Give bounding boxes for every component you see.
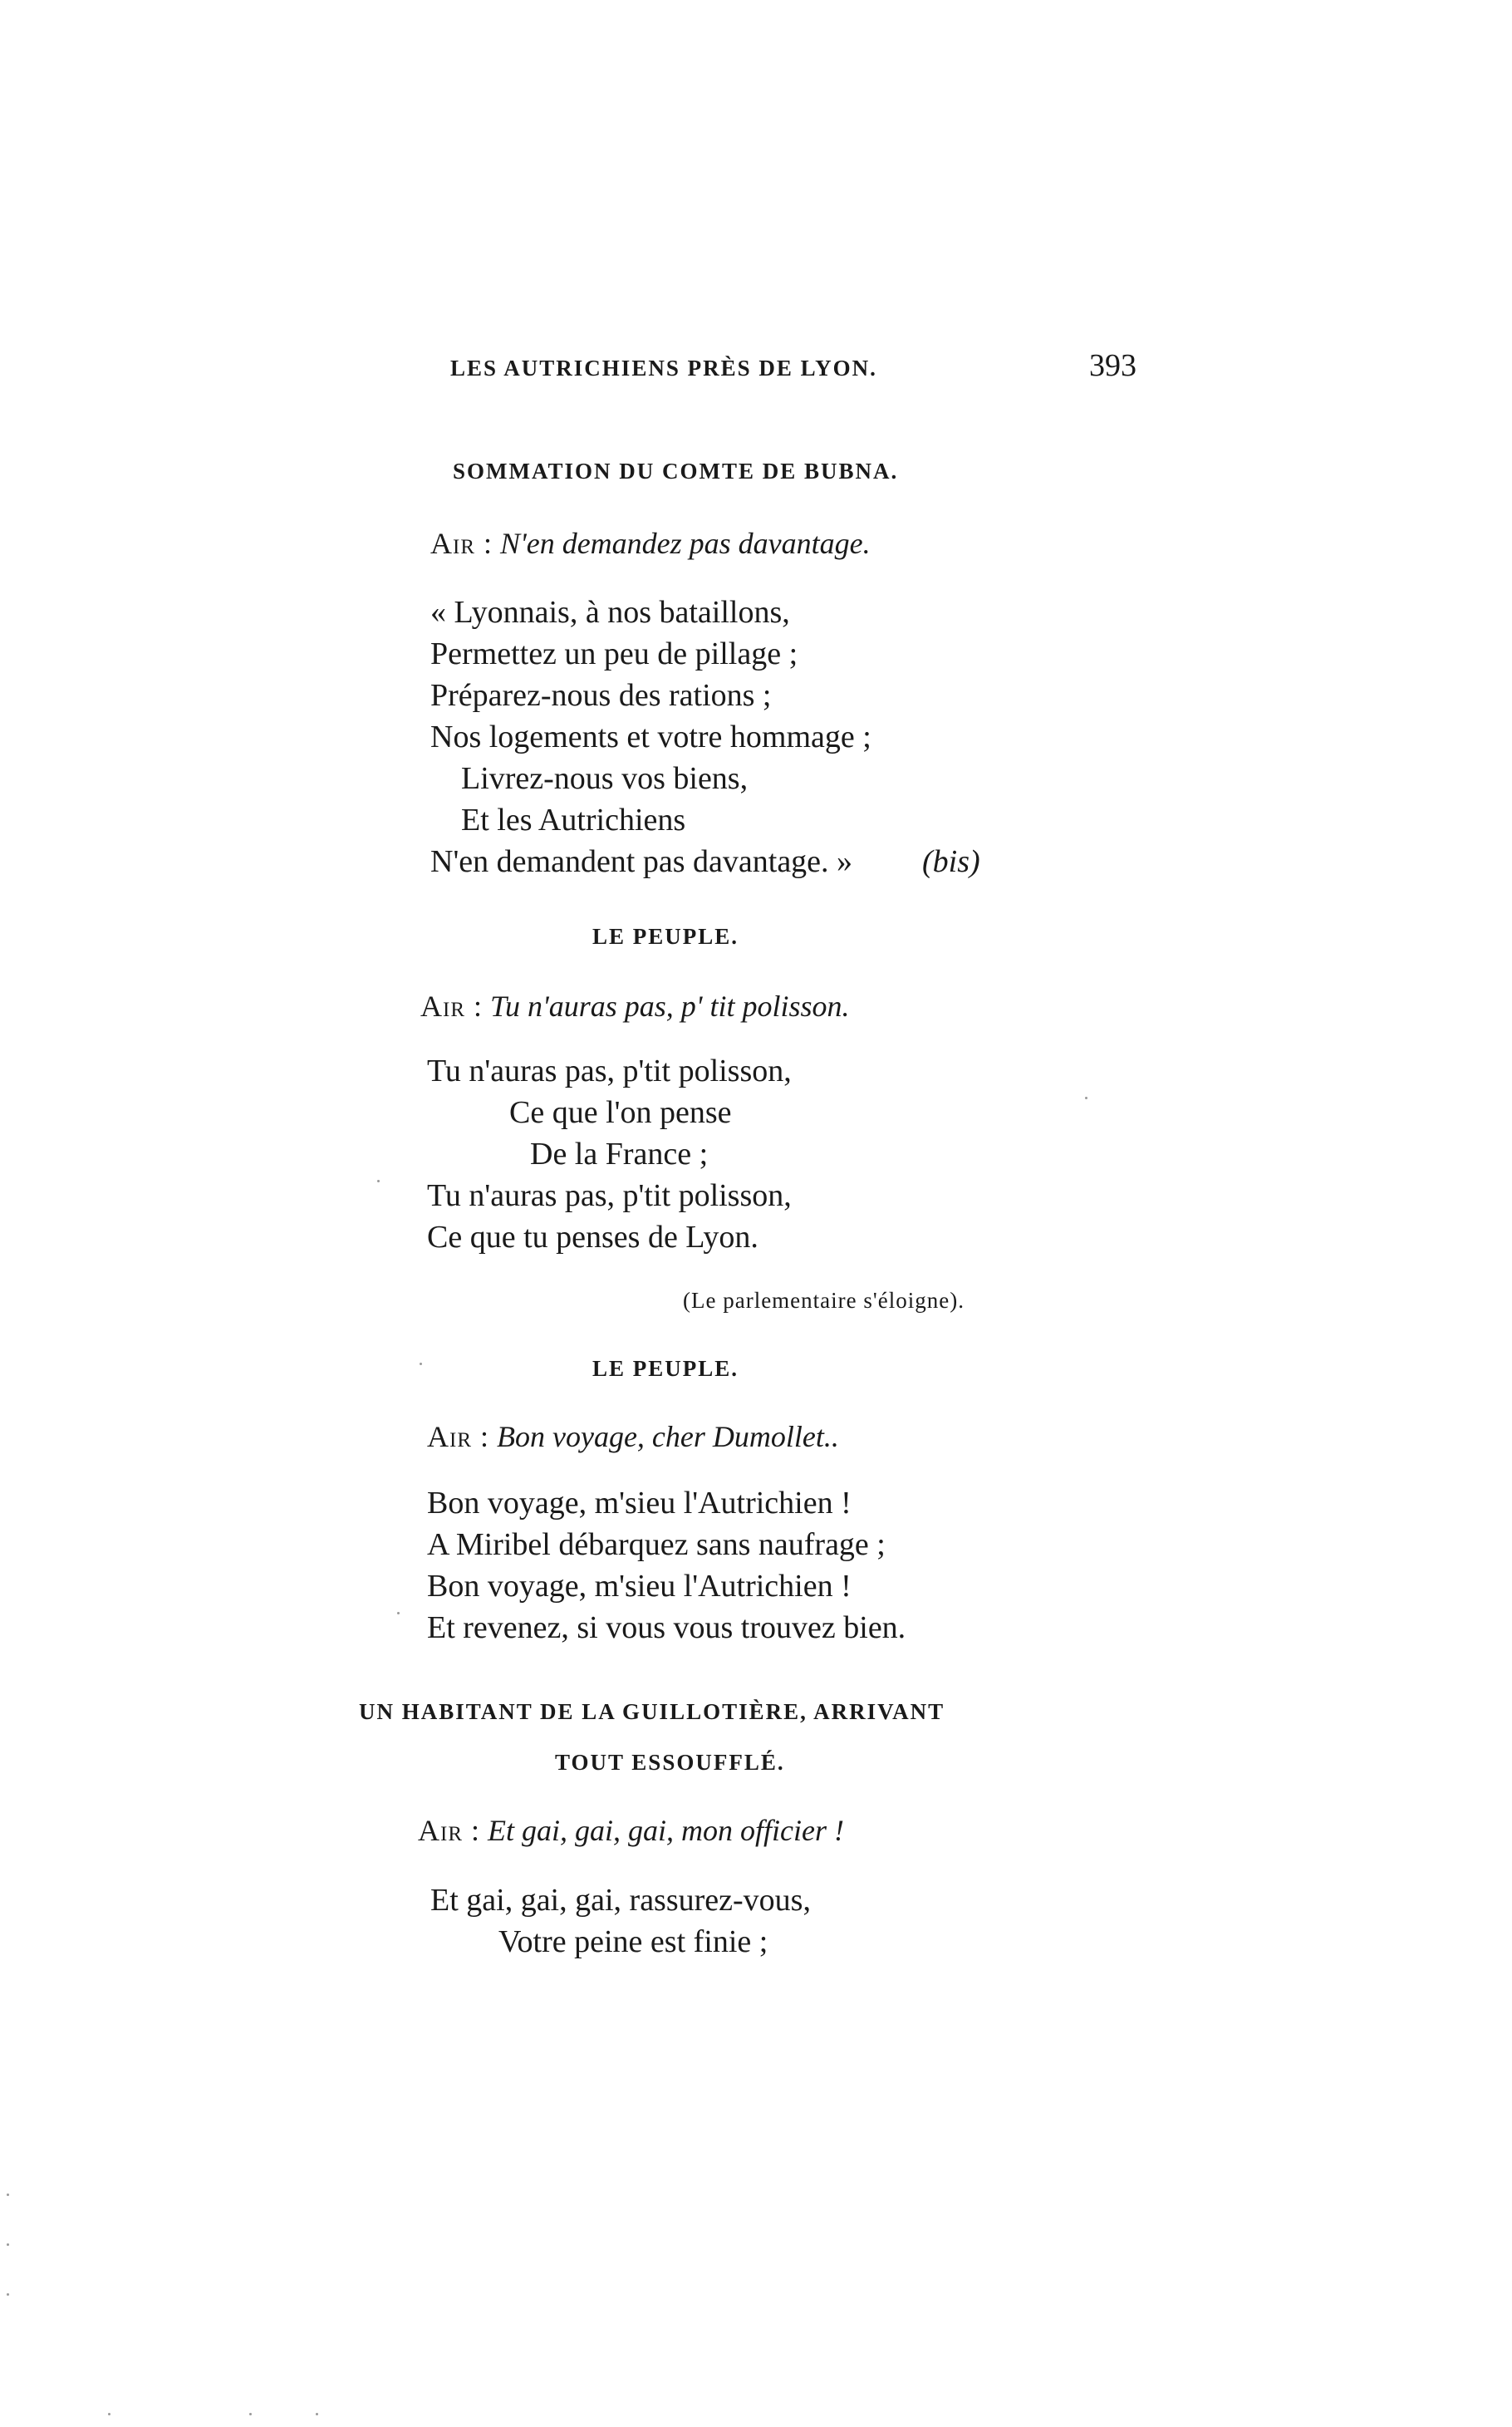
scan-speck xyxy=(7,2293,9,2296)
air-label: Air : xyxy=(420,990,483,1023)
verse-line: Livrez-nous vos biens, xyxy=(461,761,749,796)
section-heading-habitant: UN HABITANT DE LA GUILLOTIÈRE, ARRIVANT xyxy=(359,1699,945,1724)
scan-speck xyxy=(316,2413,318,2415)
verse-line: N'en demandent pas davantage. » xyxy=(430,844,853,879)
running-head-title: LES AUTRICHIENS PRÈS DE LYON. xyxy=(450,356,877,381)
bis-marker: (bis) xyxy=(922,844,980,879)
air-label: Air : xyxy=(427,1420,489,1453)
scan-speck xyxy=(7,2194,9,2196)
verse-line: Nos logements et votre hommage ; xyxy=(430,720,871,754)
verse-line: Et gai, gai, gai, rassurez-vous, xyxy=(430,1883,811,1918)
section-heading-sommation: SOMMATION DU COMTE DE BUBNA. xyxy=(453,459,899,484)
scan-speck xyxy=(108,2413,110,2415)
air-line xyxy=(430,526,871,561)
air-title: Et gai, gai, gai, mon officier ! xyxy=(488,1814,844,1847)
scan-speck xyxy=(1085,1097,1087,1099)
air-line xyxy=(420,989,850,1024)
verse-line: Votre peine est finie ; xyxy=(498,1924,768,1959)
section-heading-habitant-cont: TOUT ESSOUFFLÉ. xyxy=(555,1750,785,1775)
scan-speck xyxy=(249,2413,252,2415)
air-label: Air : xyxy=(430,527,493,560)
verse-line: Et revenez, si vous vous trouvez bien. xyxy=(427,1610,906,1645)
scan-speck xyxy=(377,1180,380,1182)
verse-line: Ce que tu penses de Lyon. xyxy=(427,1220,758,1255)
section-heading-peuple: LE PEUPLE. xyxy=(592,924,739,949)
verse-line: Permettez un peu de pillage ; xyxy=(430,636,798,671)
scan-speck xyxy=(397,1612,400,1614)
air-title: Bon voyage, cher Dumollet.. xyxy=(497,1420,839,1453)
air-title: N'en demandez pas davantage. xyxy=(500,527,871,560)
air-line xyxy=(418,1813,844,1848)
scan-speck xyxy=(420,1363,422,1365)
air-label: Air : xyxy=(418,1814,480,1847)
stage-direction: (Le parlementaire s'éloigne). xyxy=(683,1288,965,1313)
air-title: Tu n'auras pas, p' tit polisson. xyxy=(490,990,850,1023)
verse-line: « Lyonnais, à nos bataillons, xyxy=(430,595,790,630)
scan-speck xyxy=(7,2243,9,2246)
verse-line: A Miribel débarquez sans naufrage ; xyxy=(427,1527,886,1562)
page-number: 393 xyxy=(1089,348,1136,383)
verse-line: Tu n'auras pas, p'tit polisson, xyxy=(427,1178,792,1213)
verse-line: Bon voyage, m'sieu l'Autrichien ! xyxy=(427,1569,852,1604)
air-line xyxy=(427,1419,839,1454)
verse-line: De la France ; xyxy=(530,1137,709,1172)
verse-line: Bon voyage, m'sieu l'Autrichien ! xyxy=(427,1486,852,1521)
verse-line: Et les Autrichiens xyxy=(461,803,686,838)
verse-line: Préparez-nous des rations ; xyxy=(430,678,772,713)
section-heading-peuple: LE PEUPLE. xyxy=(592,1356,739,1381)
verse-line: Tu n'auras pas, p'tit polisson, xyxy=(427,1054,792,1088)
verse-line: Ce que l'on pense xyxy=(509,1095,732,1130)
